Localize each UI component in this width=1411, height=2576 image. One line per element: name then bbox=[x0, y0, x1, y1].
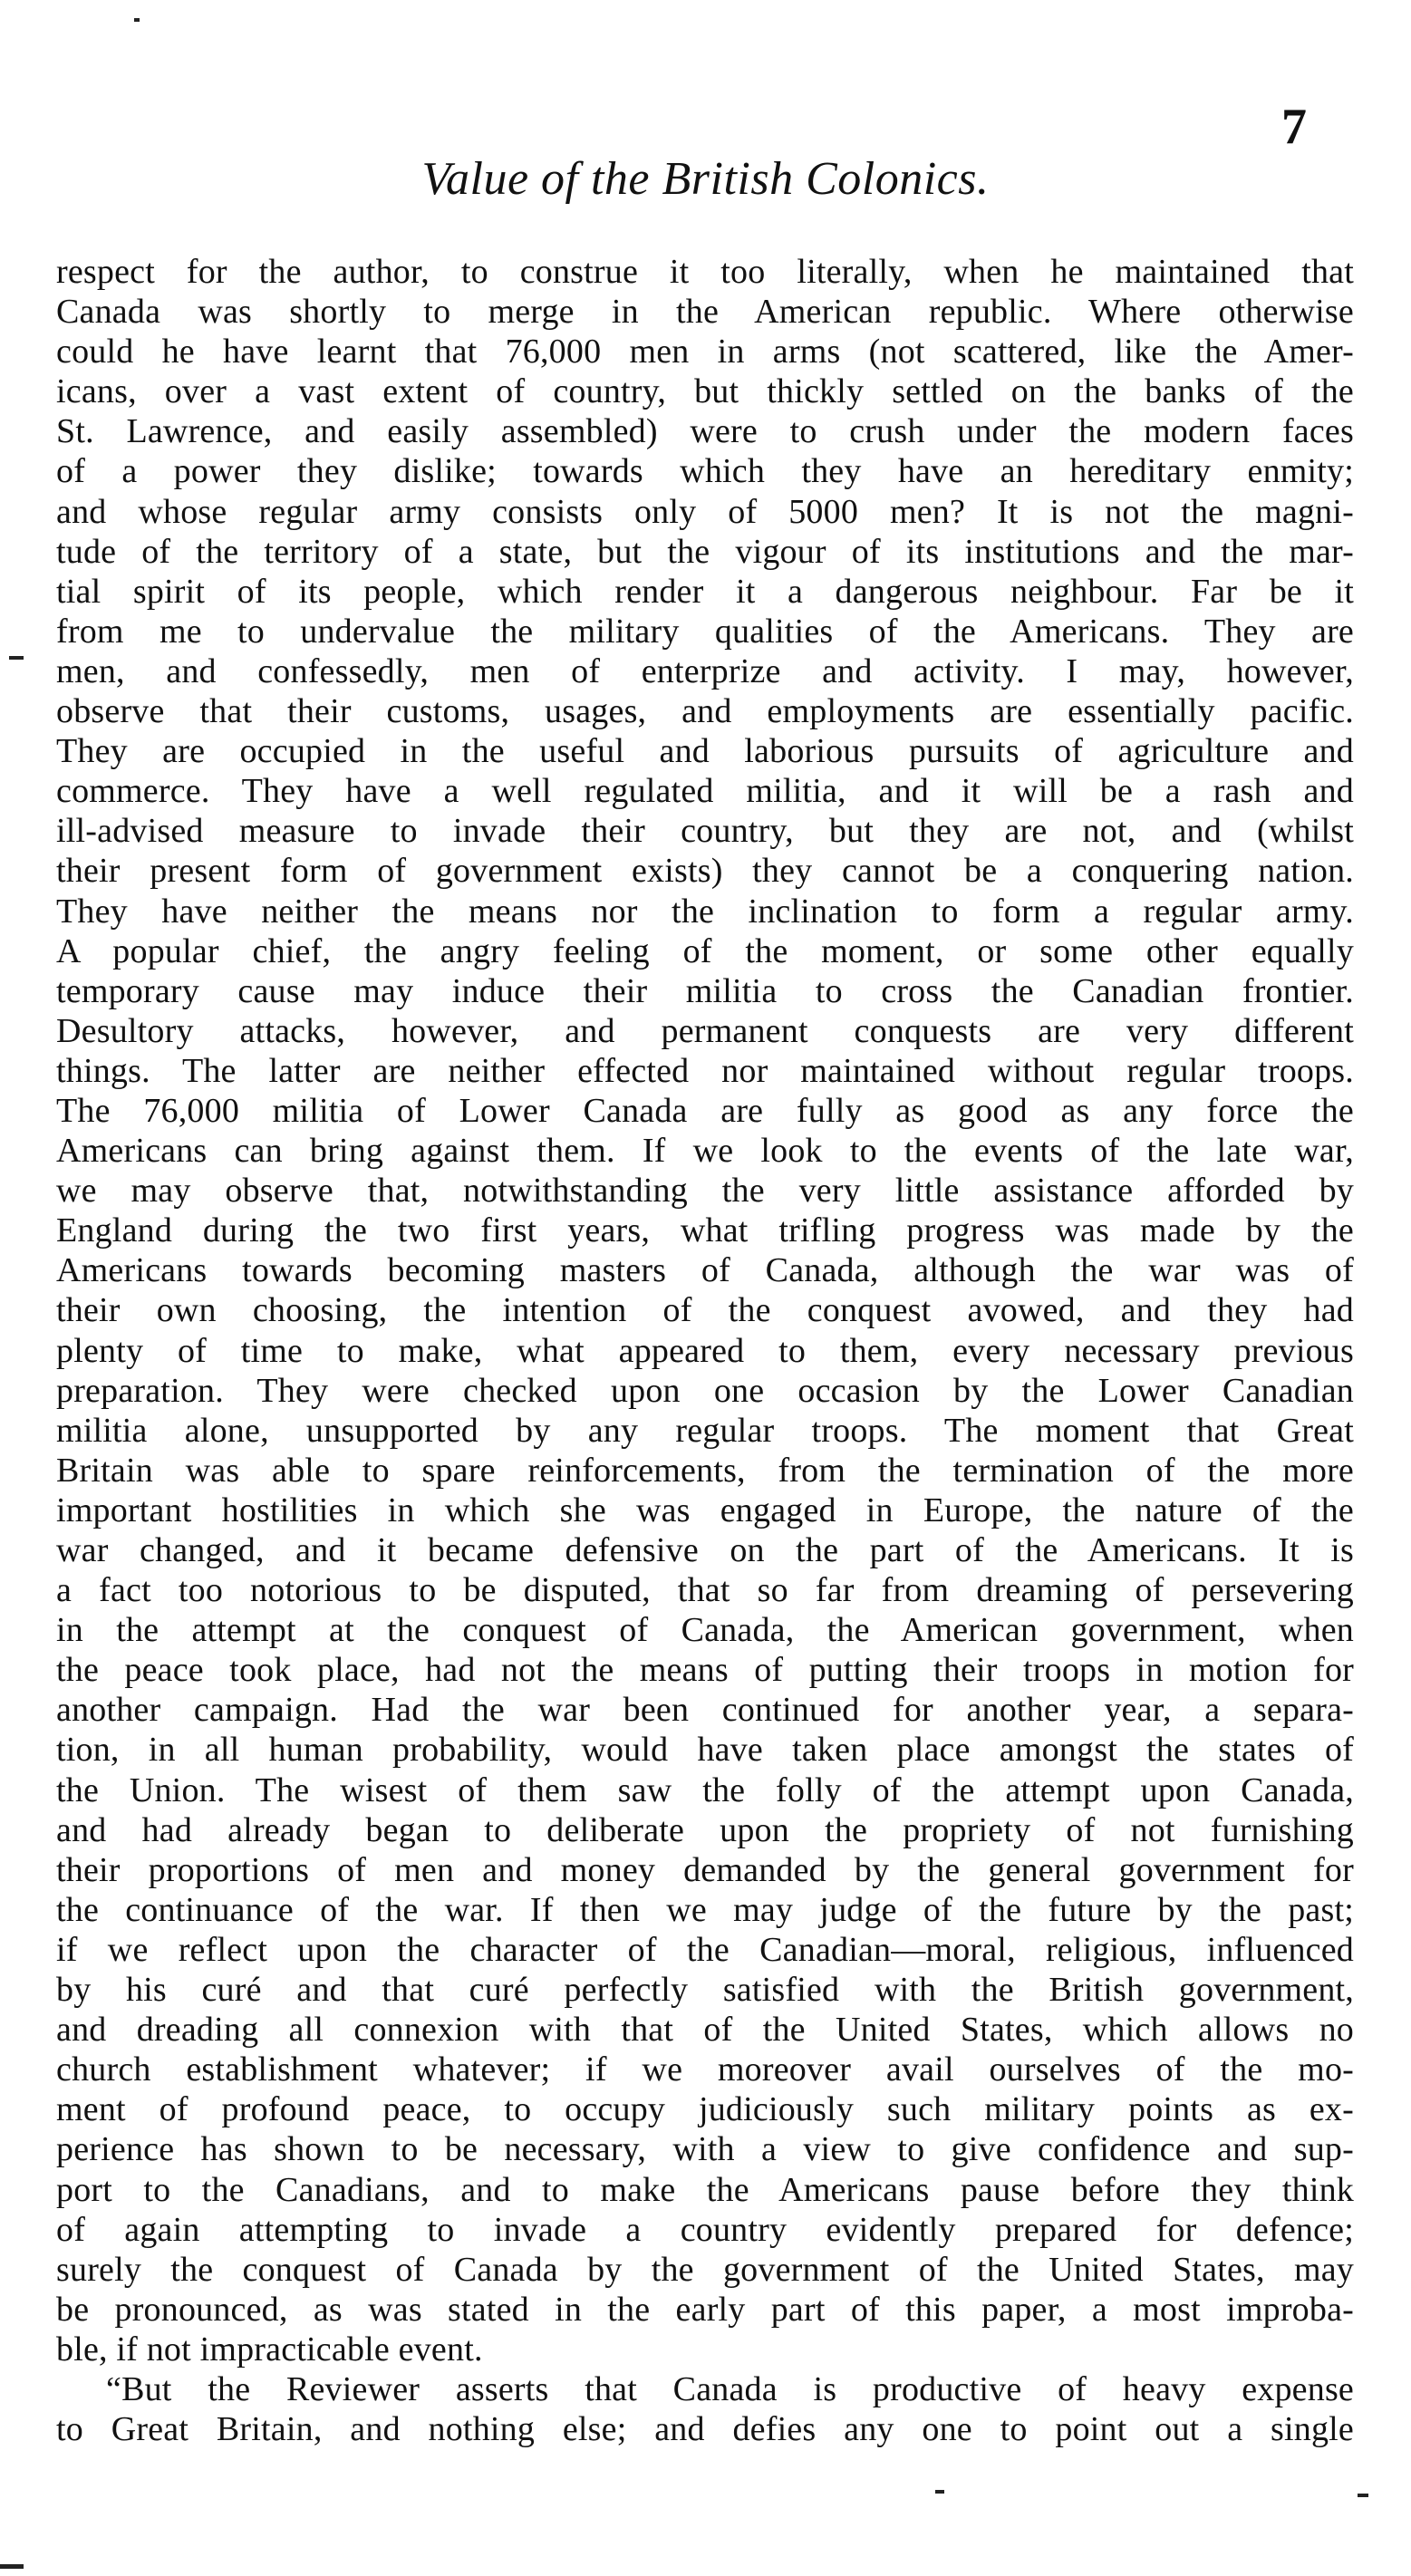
text-line: observe that their customs, usages, and employments are essentially pacific. bbox=[56, 692, 1354, 731]
text-line: “But the Reviewer asserts that Canada is productive of heavy expense bbox=[106, 2369, 1354, 2408]
text-line: another campaign. Had the war been continued for another year, a separa- bbox=[56, 1691, 1354, 1730]
text-line: of again attempting to invade a country evidently prepared for defence; bbox=[56, 2210, 1354, 2249]
text-line: tial spirit of its people, which render it a dangerous neighbour. Far be it bbox=[56, 572, 1354, 611]
text-line: their own choosing, the intention of the conquest avowed, and they had bbox=[56, 1291, 1354, 1330]
text-line: to Great Britain, and nothing else; and defies any one to point out a single bbox=[56, 2410, 1354, 2449]
text-line: icans, over a vast extent of country, but thickly settled on the banks of the bbox=[56, 372, 1354, 411]
text-line: a fact too notorious to be disputed, that so far from dreaming of persevering bbox=[56, 1571, 1354, 1610]
text-line: ill-advised measure to invade their country, but they are not, and (whilst bbox=[56, 812, 1354, 851]
running-head: Value of the British Colonics. bbox=[421, 153, 990, 205]
text-line: their proportions of men and money demanded by the general government for bbox=[56, 1850, 1354, 1889]
text-line: we may observe that, notwithstanding the very little assistance afforded by bbox=[56, 1172, 1354, 1211]
text-line: their present form of government exists) they cannot be a conquering nation. bbox=[56, 852, 1354, 891]
text-line: A popular chief, the angry feeling of the moment, or some other equally bbox=[56, 931, 1354, 970]
text-line: Americans can bring against them. If we look to the events of the late war, bbox=[56, 1132, 1354, 1171]
text-line: Canada was shortly to merge in the American republic. Where otherwise bbox=[56, 293, 1354, 332]
text-line: tude of the territory of a state, but the vigour of its institutions and the mar- bbox=[56, 532, 1354, 571]
page-number: 7 bbox=[1281, 99, 1307, 155]
text-line: and whose regular army consists only of 5000 men? It is not the magni- bbox=[56, 492, 1354, 531]
text-line: ment of profound peace, to occupy judiciously such military points as ex- bbox=[56, 2090, 1354, 2129]
text-line: if we reflect upon the character of the Canadian—moral, religious, influenced bbox=[56, 1930, 1354, 1969]
text-line: They have neither the means nor the inclination to form a regular army. bbox=[56, 892, 1354, 931]
margin-mark bbox=[134, 18, 140, 22]
text-line: preparation. They were checked upon one occasion by the Lower Canadian bbox=[56, 1371, 1354, 1410]
text-line: the peace took place, had not the means of putting their troops in motion for bbox=[56, 1651, 1354, 1690]
text-line: church establishment whatever; if we moreover avail ourselves of the mo- bbox=[56, 2050, 1354, 2089]
text-line: important hostilities in which she was engaged in Europe, the nature of the bbox=[56, 1491, 1354, 1529]
text-line: St. Lawrence, and easily assembled) were to crush under the modern faces bbox=[56, 412, 1354, 451]
text-line: by his curé and that curé perfectly satisfied with the British government, bbox=[56, 1971, 1354, 2010]
text-line: perience has shown to be necessary, with a view to give confidence and sup- bbox=[56, 2130, 1354, 2169]
margin-mark bbox=[935, 2490, 944, 2494]
text-line: could he have learnt that 76,000 men in arms (not scattered, like the Amer- bbox=[56, 333, 1354, 371]
text-line: from me to undervalue the military qualities of the Americans. They are bbox=[56, 612, 1354, 651]
text-line: war changed, and it became defensive on the part of the Americans. It is bbox=[56, 1531, 1354, 1569]
text-line: port to the Canadians, and to make the Americans pause before they think bbox=[56, 2170, 1354, 2209]
text-line: be pronounced, as was stated in the early part of this paper, a most improba- bbox=[56, 2290, 1354, 2329]
margin-mark bbox=[0, 2564, 24, 2569]
text-line: things. The latter are neither effected nor maintained without regular troops. bbox=[56, 1051, 1354, 1090]
text-line: militia alone, unsupported by any regular troops. The moment that Great bbox=[56, 1411, 1354, 1450]
text-line: They are occupied in the useful and laborious pursuits of agriculture and bbox=[56, 732, 1354, 771]
text-line: men, and confessedly, men of enterprize and activity. I may, however, bbox=[56, 651, 1354, 690]
text-line: temporary cause may induce their militia to cross the Canadian frontier. bbox=[56, 971, 1354, 1010]
text-line: respect for the author, to construe it too literally, when he maintained that bbox=[56, 253, 1354, 291]
text-line: The 76,000 militia of Lower Canada are fully as good as any force the bbox=[56, 1091, 1354, 1130]
text-line: Britain was able to spare reinforcements, from the termination of the more bbox=[56, 1451, 1354, 1490]
margin-mark bbox=[1358, 2494, 1368, 2497]
text-line: the Union. The wisest of them saw the folly of the attempt upon Canada, bbox=[56, 1770, 1354, 1809]
text-line: in the attempt at the conquest of Canada, the American government, when bbox=[56, 1611, 1354, 1650]
text-line: of a power they dislike; towards which they have an hereditary enmity; bbox=[56, 452, 1354, 491]
text-line: commerce. They have a well regulated militia, and it will be a rash and bbox=[56, 772, 1354, 811]
text-line: and dreading all connexion with that of the United States, which allows no bbox=[56, 2011, 1354, 2050]
text-line: Americans towards becoming masters of Canada, although the war was of bbox=[56, 1251, 1354, 1290]
text-line: tion, in all human probability, would have taken place amongst the states of bbox=[56, 1731, 1354, 1770]
text-line: ble, if not impracticable event. bbox=[56, 2330, 483, 2369]
margin-mark bbox=[9, 656, 24, 660]
text-line: England during the two first years, what trifling progress was made by the bbox=[56, 1211, 1354, 1250]
text-line: plenty of time to make, what appeared to them, every necessary previous bbox=[56, 1331, 1354, 1370]
text-line: and had already began to deliberate upon the propriety of not furnishing bbox=[56, 1810, 1354, 1849]
text-line: Desultory attacks, however, and permanent conquests are very different bbox=[56, 1011, 1354, 1050]
text-line: surely the conquest of Canada by the government of the United States, may bbox=[56, 2250, 1354, 2289]
text-line: the continuance of the war. If then we may judge of the future by the past; bbox=[56, 1890, 1354, 1929]
body-text bbox=[56, 252, 1354, 2449]
